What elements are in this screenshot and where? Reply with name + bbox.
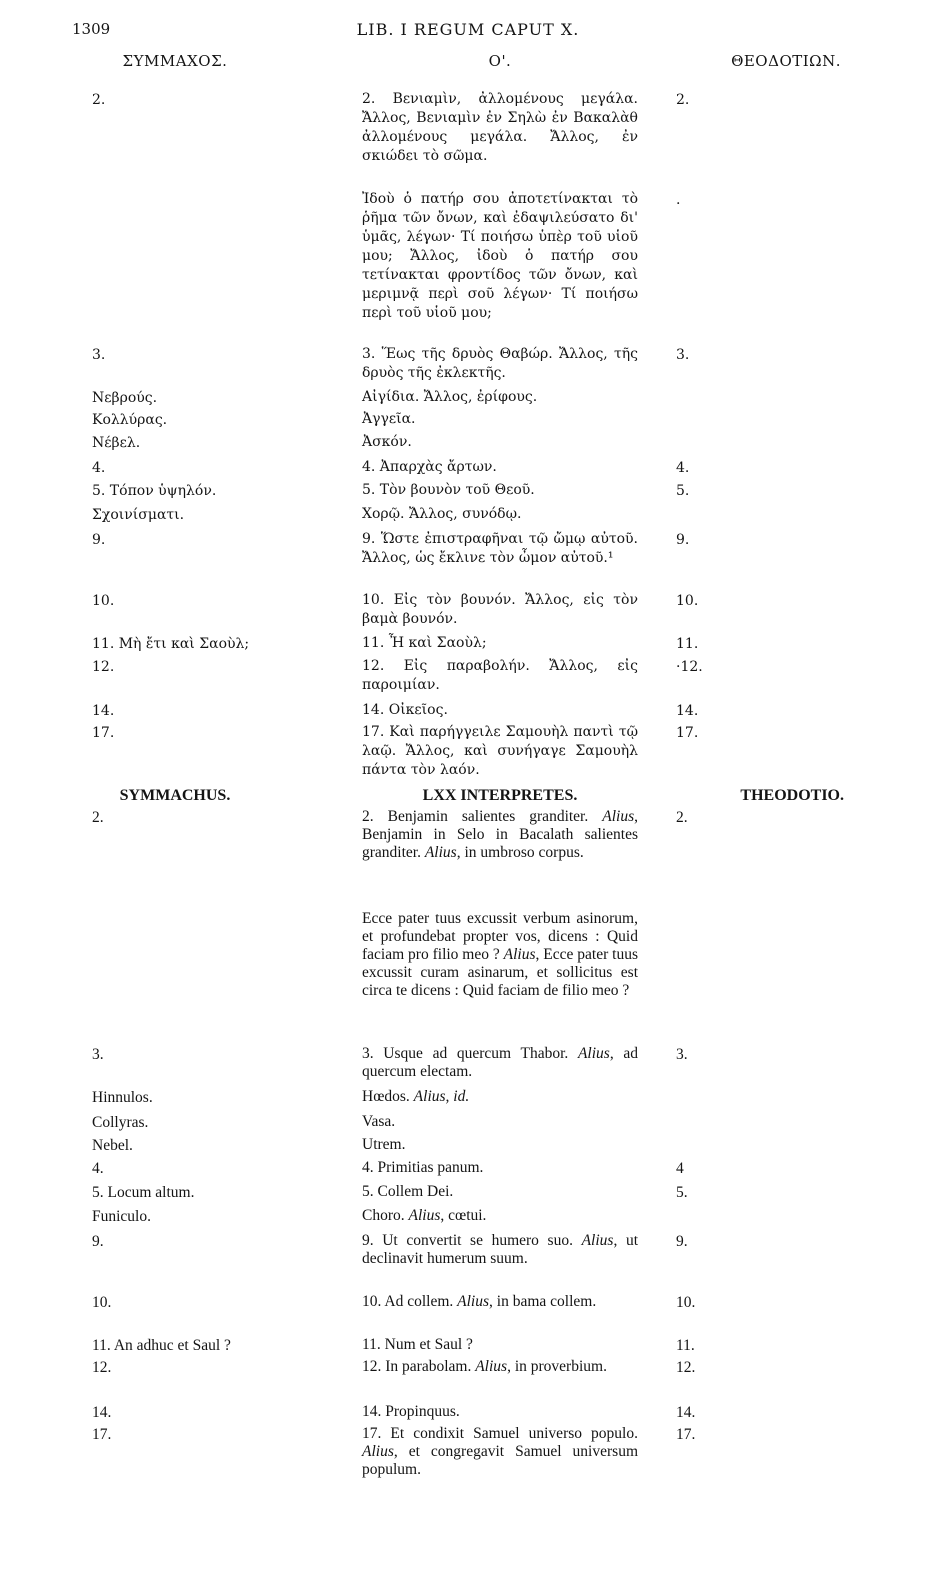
latin-lxx-cell: 9. Ut convertit se humero suo. Alius, ut declinavit humerum suum. [362,1232,638,1267]
page-number: 1309 [72,20,111,38]
greek-lxx-cell: 4. Ἀπαρχὰς ἄρτων. [362,459,497,475]
greek-symmachus-cell: 17. [92,725,115,741]
latin-lxx-cell: 10. Ad collem. Alius, in bama collem. [362,1293,597,1310]
latin-theodotion-cell: 11. [676,1337,695,1354]
greek-lxx-cell: Ἀσκόν. [362,434,412,450]
greek-lxx-cell: 14. Οἰκεῖος. [362,702,448,718]
greek-lxx-cell: Ἀγγεῖα. [362,411,416,427]
greek-symmachus-cell: 4. [92,460,106,476]
latin-symmachus-cell: 17. [92,1426,112,1443]
greek-theodotion-cell: 14. [676,703,699,719]
greek-lxx-cell: 2. Βενιαμὶν, ἀλλομένους μεγάλα. Ἄλλος, Βενιαμὶν ἐν Σηλὼ ἐν Βακαλὰθ ἀλλομένους μεγάλα. Ἄλλος, ἐν σκιώδει τὸ σῶμα. [362,91,638,164]
greek-theodotion-cell: 2. [676,92,690,108]
latin-lxx-cell: Utrem. [362,1136,406,1153]
greek-lxx-cell: Ἰδοὺ ὁ πατήρ σου ἀποτετίνακται τὸ ῥῆμα τῶν ὄνων, καὶ ἐδαψιλεύσατο δι' ὑμᾶς, λέγων· Τί ποιήσω ὑπὲρ τοῦ υἱοῦ μου; Ἄλλος, ἰδοὺ ὁ πατήρ σου τετίνακται φροντίδος τῶν ὄνων, καὶ μεριμνᾷ περὶ σοῦ λέγων· Τί ποιήσω περὶ τοῦ υἱοῦ μου; [362,191,638,321]
latin-symmachus-cell: Hinnulos. [92,1089,153,1106]
latin-lxx-cell: 17. Et condixit Samuel universo populo. Alius, et congregavit Samuel universum populum. [362,1425,638,1478]
greek-lxx-cell: 3. Ἕως τῆς δρυὸς Θαβώρ. Ἄλλος, τῆς δρυὸς τῆς ἐκλεκτῆς. [362,346,638,381]
greek-theodotion-cell: 10. [676,593,699,609]
greek-theodotion-cell: 5. [676,483,690,499]
greek-symmachus-cell: 12. [92,659,115,675]
greek-theodotion-cell: 17. [676,725,699,741]
latin-theodotion-cell: 4 [676,1160,684,1177]
latin-lxx-cell: Choro. Alius, cœtui. [362,1207,487,1224]
greek-lxx-cell: 17. Καὶ παρήγγειλε Σαμουὴλ παντὶ τῷ λαῷ. Ἄλλος, καὶ συνήγαγε Σαμουὴλ πάντα τὸν λαόν. [362,724,638,778]
latin-theodotion-cell: 12. [676,1359,696,1376]
greek-symmachus-cell: Κολλύρας. [92,412,168,428]
latin-lxx-cell: 12. In parabolam. Alius, in proverbium. [362,1358,607,1375]
greek-theodotion-cell: 11. [676,636,699,652]
latin-symmachus-cell: 2. [92,809,104,826]
latin-theodotion-cell: 14. [676,1404,696,1421]
greek-symmachus-cell: Νέβελ. [92,435,141,451]
latin-lxx-cell: 4. Primitias panum. [362,1159,484,1176]
latin-symmachus-cell: 11. An adhuc et Saul ? [92,1337,231,1354]
greek-lxx-cell: 10. Εἰς τὸν βουνόν. Ἄλλος, εἰς τὸν βαμὰ βουνόν. [362,592,638,627]
latin-symmachus-cell: 14. [92,1404,112,1421]
greek-col-theodotion-heading: ΘΕΟΔΟΤΙΩΝ. [731,52,841,70]
latin-lxx-cell: 3. Usque ad quercum Thabor. Alius, ad quercum electam. [362,1045,638,1080]
latin-lxx-cell: Ecce pater tuus excussit verbum asinorum, et profundebat propter vos, dicens : Quid faciam pro filio meo ? Alius, Ecce pater tuus excussit curam asinarum, et sollicitus est circa te dicens : Quid faciam de filio meo ? [362,910,638,999]
latin-symmachus-cell: 12. [92,1359,112,1376]
greek-lxx-cell: 12. Εἰς παραβολήν. Ἄλλος, εἰς παροιμίαν. [362,658,638,693]
greek-symmachus-cell: 9. [92,532,106,548]
latin-col-symmachus-heading: SYMMACHUS. [119,787,231,804]
latin-symmachus-cell: Collyras. [92,1114,149,1131]
latin-symmachus-cell: 10. [92,1294,112,1311]
greek-lxx-cell: 9. Ὥστε ἐπιστραφῆναι τῷ ὤμῳ αὐτοῦ. Ἄλλος, ὡς ἔκλινε τὸν ὦμον αὐτοῦ.¹ [362,531,638,566]
greek-theodotion-cell: 3. [676,347,690,363]
greek-lxx-cell: Αἰγίδια. Ἄλλος, ἐρίφους. [362,389,538,405]
greek-theodotion-cell: 4. [676,460,690,476]
latin-lxx-cell: Hœdos. Alius, id. [362,1088,470,1105]
latin-theodotion-cell: 17. [676,1426,696,1443]
greek-symmachus-cell: 5. Τόπον ὑψηλόν. [92,483,217,499]
latin-lxx-cell: 14. Propinquus. [362,1403,460,1420]
latin-theodotion-cell: 2. [676,809,688,826]
latin-symmachus-cell: Funiculo. [92,1208,151,1225]
greek-symmachus-cell: 14. [92,703,115,719]
greek-lxx-cell: 11. Ἦ καὶ Σαοὺλ; [362,635,487,651]
greek-symmachus-cell: 3. [92,347,106,363]
latin-theodotion-cell: 9. [676,1233,688,1250]
latin-symmachus-cell: 4. [92,1160,104,1177]
latin-theodotion-cell: 5. [676,1184,688,1201]
latin-col-theodotio-heading: THEODOTIO. [740,787,844,804]
greek-theodotion-cell: ·12. [676,659,703,675]
latin-symmachus-cell: Nebel. [92,1137,133,1154]
greek-theodotion-cell: 9. [676,532,690,548]
latin-theodotion-cell: 10. [676,1294,696,1311]
latin-symmachus-cell: 5. Locum altum. [92,1184,195,1201]
latin-symmachus-cell: 9. [92,1233,104,1250]
greek-lxx-cell: 5. Τὸν βουνὸν τοῦ Θεοῦ. [362,482,535,498]
greek-theodotion-cell: . [676,192,681,208]
latin-col-lxx-heading: LXX INTERPRETES. [422,787,578,804]
latin-lxx-cell: 2. Benjamin salientes granditer. Alius, Benjamin in Selo in Bacalath salientes granditer. Alius, in umbroso corpus. [362,808,638,861]
greek-symmachus-cell: Νεβρούς. [92,390,158,406]
latin-theodotion-cell: 3. [676,1046,688,1063]
greek-symmachus-cell: 10. [92,593,115,609]
latin-symmachus-cell: 3. [92,1046,104,1063]
latin-lxx-cell: 11. Num et Saul ? [362,1336,473,1353]
greek-symmachus-cell: 2. [92,92,106,108]
greek-col-lxx-heading: O'. [488,52,512,70]
latin-lxx-cell: 5. Collem Dei. [362,1183,454,1200]
running-title: LIB. I REGUM CAPUT X. [356,20,580,39]
latin-lxx-cell: Vasa. [362,1113,396,1130]
greek-col-symmachus-heading: ΣΥΜΜΑΧΟΣ. [122,52,228,70]
greek-lxx-cell: Χορῷ. Ἄλλος, συνόδῳ. [362,506,522,522]
greek-symmachus-cell: Σχοινίσματι. [92,507,185,523]
greek-symmachus-cell: 11. Μὴ ἔτι καὶ Σαοὺλ; [92,636,250,652]
